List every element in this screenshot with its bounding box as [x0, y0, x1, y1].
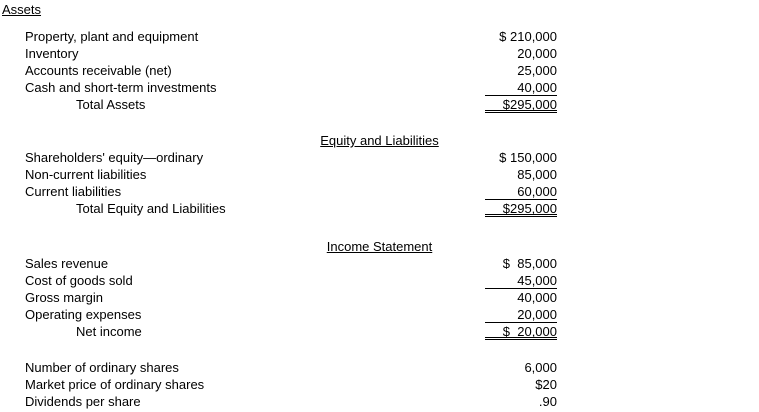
- line-item-label: Cost of goods sold: [25, 273, 133, 288]
- line-item-label: Non-current liabilities: [25, 167, 147, 182]
- line-item-value: 40,000: [485, 80, 557, 96]
- share-data-rows: [0, 360, 759, 411]
- line-item-row: [0, 167, 759, 184]
- line-item-value: 85,000: [517, 167, 557, 182]
- line-item-label: Number of ordinary shares: [25, 360, 179, 375]
- line-item-value: 6,000: [524, 360, 557, 375]
- line-item-value: $20: [535, 377, 557, 392]
- line-item-value: $ 85,000: [502, 256, 557, 271]
- equity-liabilities-rows: [0, 150, 759, 218]
- line-item-label: Cash and short-term investments: [25, 80, 217, 95]
- line-item-row: [0, 290, 759, 307]
- total-row-value: $ 20,000: [485, 324, 557, 340]
- line-item-label: Market price of ordinary shares: [25, 377, 205, 392]
- line-item-row: [0, 273, 759, 290]
- line-item-label: Property, plant and equipment: [25, 29, 199, 44]
- line-item-value: .90: [538, 394, 557, 409]
- line-item-row: [0, 46, 759, 63]
- line-item-row: [0, 307, 759, 324]
- line-item-row: [0, 184, 759, 201]
- line-item-value: 20,000: [517, 46, 557, 61]
- total-row-value: $295,000: [485, 97, 557, 113]
- line-item-value: $ 210,000: [499, 29, 557, 44]
- total-row-value: $295,000: [485, 201, 557, 217]
- total-row: [0, 201, 759, 218]
- line-item-value: $ 150,000: [499, 150, 557, 165]
- line-item-value: 45,000: [485, 273, 557, 289]
- line-item-label: Current liabilities: [25, 184, 122, 199]
- line-item-value: 40,000: [517, 290, 557, 305]
- line-item-label: Gross margin: [25, 290, 104, 305]
- line-item-label: Inventory: [25, 46, 79, 61]
- total-row: [0, 324, 759, 341]
- line-item-label: Accounts receivable (net): [25, 63, 172, 78]
- line-item-row: [0, 256, 759, 273]
- line-item-row: [0, 394, 759, 411]
- line-item-row: [0, 63, 759, 80]
- section-title-income-statement: [0, 239, 759, 256]
- line-item-row: [0, 377, 759, 394]
- line-item-label: Dividends per share: [25, 394, 141, 409]
- section-title-income-statement-text: Income Statement: [326, 239, 433, 254]
- section-title-assets-text: Assets: [2, 2, 42, 17]
- line-item-label: Shareholders' equity—ordinary: [25, 150, 204, 165]
- assets-rows: [0, 29, 759, 114]
- line-item-label: Operating expenses: [25, 307, 142, 322]
- section-title-equity-liabilities: [0, 133, 759, 150]
- line-item-label: Sales revenue: [25, 256, 109, 271]
- line-item-row: [0, 80, 759, 97]
- line-item-value: 60,000: [485, 184, 557, 200]
- total-row-label: Total Equity and Liabilities: [76, 201, 226, 216]
- line-item-row: [0, 150, 759, 167]
- line-item-value: 25,000: [517, 63, 557, 78]
- line-item-value: 20,000: [485, 307, 557, 323]
- section-title-equity-liabilities-text: Equity and Liabilities: [320, 133, 439, 148]
- total-row: [0, 97, 759, 114]
- total-row-label: Total Assets: [76, 97, 146, 112]
- line-item-row: [0, 360, 759, 377]
- income-statement-rows: [0, 256, 759, 341]
- line-item-row: [0, 29, 759, 46]
- total-row-label: Net income: [76, 324, 142, 339]
- section-title-assets: [0, 2, 759, 19]
